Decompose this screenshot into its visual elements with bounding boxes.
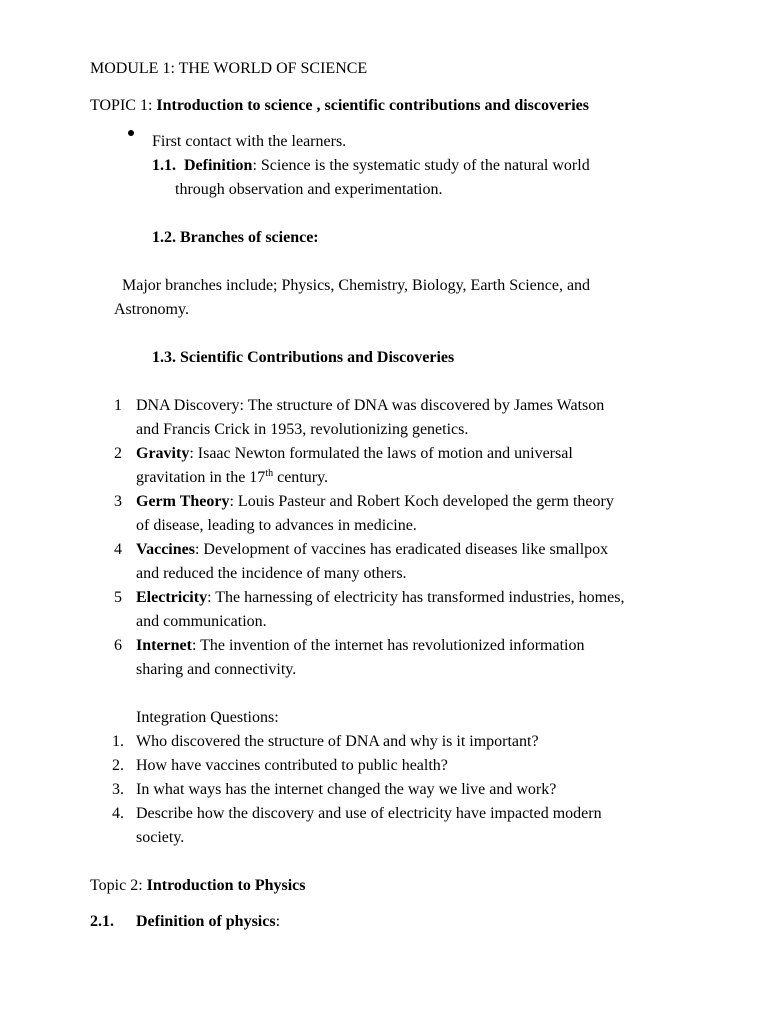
list-item: Internet: The invention of the internet has revolutionized information xyxy=(136,637,585,654)
question-number: 3. xyxy=(112,781,124,798)
topic1-heading xyxy=(90,94,589,118)
list-item-continuation: and communication. xyxy=(136,613,267,630)
list-item-number: 6 xyxy=(114,637,122,654)
definition-line1 xyxy=(152,154,590,178)
first-contact-text: First contact with the learners. xyxy=(152,133,347,150)
physics-definition-heading xyxy=(90,910,114,934)
question-item: Who discovered the structure of DNA and why is it important? xyxy=(136,733,539,750)
question-item: How have vaccines contributed to public health? xyxy=(136,757,448,774)
integration-heading: Integration Questions: xyxy=(136,709,279,726)
question-item: Describe how the discovery and use of electricity have impacted modern xyxy=(136,805,602,822)
question-number: 1. xyxy=(112,733,124,750)
module-title: MODULE 1: THE WORLD OF SCIENCE xyxy=(90,60,368,77)
list-item-continuation: of disease, leading to advances in medicine. xyxy=(136,517,417,534)
list-item-number: 1 xyxy=(114,397,122,414)
list-item-continuation: and reduced the incidence of many others. xyxy=(136,565,407,582)
topic2-heading xyxy=(90,874,306,898)
list-item: Vaccines: Development of vaccines has eradicated diseases like smallpox xyxy=(136,541,609,558)
question-item: In what ways has the internet changed the way we live and work? xyxy=(136,781,557,798)
topic1-title: Introduction to science , scientific contributions and discoveries xyxy=(156,97,589,114)
definition-label: Definition xyxy=(184,157,253,174)
list-item: Germ Theory: Louis Pasteur and Robert Koch developed the germ theory xyxy=(136,493,614,510)
contributions-heading: 1.3. Scientific Contributions and Discoveries xyxy=(152,349,455,366)
list-item-number: 3 xyxy=(114,493,122,510)
definition-text-line2: through observation and experimentation. xyxy=(175,181,443,198)
question-item-continuation: society. xyxy=(136,829,185,846)
branches-number: 1.2. xyxy=(152,229,176,246)
physics-definition-title: Definition of physics: xyxy=(136,913,281,930)
list-item-continuation: gravitation in the 17th century. xyxy=(136,468,329,486)
list-item-number: 5 xyxy=(114,589,122,606)
question-number: 4. xyxy=(112,805,124,822)
list-item-continuation: and Francis Crick in 1953, revolutionizing genetics. xyxy=(136,421,469,438)
question-number: 2. xyxy=(112,757,124,774)
branches-title: Branches of science: xyxy=(180,229,319,246)
list-item: Electricity: The harnessing of electricity has transformed industries, homes, xyxy=(136,589,625,606)
physics-definition-number: 2.1. xyxy=(90,913,114,930)
list-item-continuation: sharing and connectivity. xyxy=(136,661,297,678)
definition-text-line1: : Science is the systematic study of the natural world xyxy=(252,157,590,174)
list-item: Gravity: Isaac Newton formulated the laws of motion and universal xyxy=(136,445,573,462)
list-item-number: 2 xyxy=(114,445,122,462)
branches-heading xyxy=(152,226,319,250)
list-item-number: 4 xyxy=(114,541,122,558)
list-item: DNA Discovery: The structure of DNA was discovered by James Watson xyxy=(136,397,605,414)
branches-line1: Major branches include; Physics, Chemistry, Biology, Earth Science, and xyxy=(122,277,591,294)
topic1-prefix: TOPIC 1: xyxy=(90,97,157,114)
topic2-title: Introduction to Physics xyxy=(146,877,306,894)
definition-number: 1.1. xyxy=(152,157,176,174)
bullet-icon xyxy=(128,130,134,136)
topic2-prefix: Topic 2: xyxy=(90,877,147,894)
branches-line2: Astronomy. xyxy=(114,301,189,318)
